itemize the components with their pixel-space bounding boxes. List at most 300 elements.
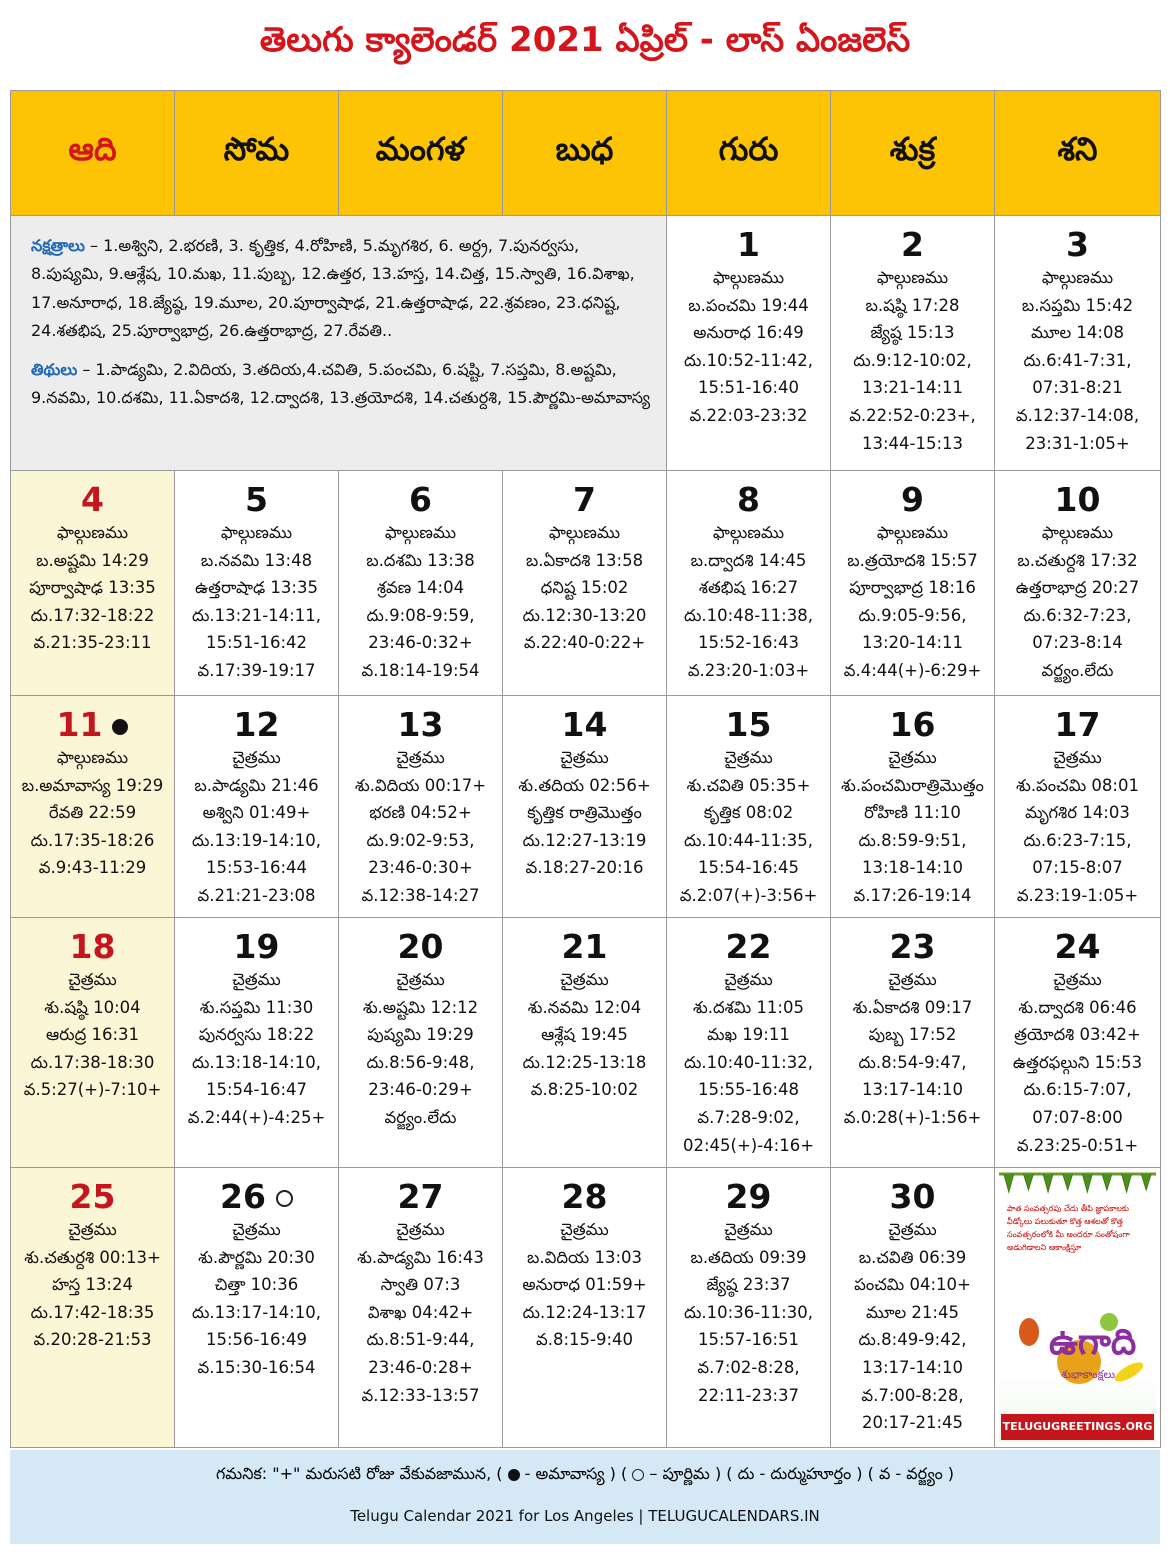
day-number [339,481,502,519]
day-detail-line: వ.18:27-20:16 [525,858,644,878]
day-detail-line: దు.17:38-18:30 [30,1052,155,1072]
day-detail-line: 07:15-8:07 [1032,858,1123,878]
day-detail-line: వర్జ్యం.లేదు [384,1107,457,1127]
day-detail-line: మఖ 19:11 [707,1025,790,1045]
weekday-thursday: గురు [667,91,831,216]
day-detail-line: వ.17:26-19:14 [853,885,972,905]
day-cell-26 [175,1168,339,1448]
day-cell-4 [11,471,175,696]
day-detail-line: వ.23:25-0:51+ [1016,1135,1139,1155]
day-detail-line: 07:07-8:00 [1032,1107,1123,1127]
day-detail-line: వ.23:19-1:05+ [1016,885,1139,905]
day-detail-line: దు.8:59-9:51, [858,830,967,850]
day-detail-line: రోహిణి 11:10 [864,803,961,823]
day-detail-line: 15:52-16:43 [697,633,800,653]
day-number-text: 4 [81,480,104,519]
day-detail-line: దు.10:48-11:38, [684,605,813,625]
day-number-text: 30 [889,1177,936,1216]
day-cell-15 [667,696,831,918]
day-detail-line: వ.4:44(+)-6:29+ [843,660,982,680]
day-detail-line: పుష్యమి 19:29 [367,1025,474,1045]
day-detail-line: శు.తదియ 02:56+ [518,775,651,795]
day-detail-line: శు.పౌర్ణమి 20:30 [198,1247,315,1267]
day-detail-line: వ.15:30-16:54 [197,1357,316,1377]
day-detail-line: విశాఖ 04:42+ [367,1302,474,1322]
day-number [11,481,174,519]
day-detail-line: అనురాధ 01:59+ [522,1275,647,1295]
day-cell-28 [503,1168,667,1448]
day-cell-29 [667,1168,831,1448]
day-detail-line: దు.12:30-13:20 [522,605,647,625]
day-detail-line: శు.ఏకాదశి 09:17 [852,997,973,1017]
day-detail-line: 02:45(+)-4:16+ [682,1135,815,1155]
day-detail-line: దు.10:52-11:42, [684,350,813,370]
day-detail-line: ఫాల్గుణము [876,268,949,287]
day-detail-line: వ.20:28-21:53 [33,1330,152,1350]
day-detail-line: దు.12:27-13:19 [522,830,647,850]
day-number [11,928,174,966]
day-detail-line: వ.5:27(+)-7:10+ [23,1080,162,1100]
day-detail-line: దు.12:24-13:17 [522,1302,647,1322]
ugadi-heading: ఉగాది [1049,1322,1137,1363]
day-detail-line: ధనిష్ట 15:02 [540,578,629,598]
day-number [175,1178,338,1216]
day-detail-line: వ.17:39-19:17 [197,660,316,680]
day-detail-line: చైత్రము [1053,748,1102,767]
day-detail-line: బ.సప్తమి 15:42 [1021,295,1134,315]
day-detail-line: ఫాల్గుణము [1041,523,1114,542]
day-detail-line: దు.17:42-18:35 [30,1302,155,1322]
day-detail-line: శ్రవణ 14:04 [376,578,465,598]
day-number-text: 27 [397,1177,444,1216]
nakshatra-label: నక్షత్రాలు [31,236,85,255]
day-detail-line: అనురాధ 16:49 [693,323,804,343]
day-detail-line: 15:55-16:48 [697,1080,800,1100]
day-number-text: 20 [397,927,444,966]
tithi-text: – 1.పాడ్యమి, 2.విదియ, 3.తదియ,4.చవితి, 5.పంచమి, 6.షష్టి, 7.సప్తమి, 8.అష్టమి, 9.నవమి, 10.దశమి, 11.ఏకాదశి, 12.ద్వాదశి, 13.త్రయోదశి, 14.చతుర్దశి, 15.పౌర్ణమి-అమావాస్య [31,359,651,408]
day-detail-line: దు.6:41-7:31, [1023,350,1132,370]
day-number [667,481,830,519]
day-number [995,481,1160,519]
day-detail-line: భరణి 04:52+ [369,803,472,823]
day-detail-line: స్వాతి 07:3 [380,1275,461,1295]
day-number [667,226,830,264]
weekday-monday: సోమ [175,91,339,216]
legend-note [10,1464,1160,1487]
day-detail-line: వ.7:28-9:02, [697,1107,800,1127]
day-detail-line: చైత్రము [396,1220,445,1239]
day-number [175,928,338,966]
day-detail-line: పంచమి 04:10+ [854,1275,971,1295]
day-number-text: 15 [725,705,772,744]
day-detail-line: ఆశ్లేష 19:45 [541,1025,628,1045]
day-detail-line: బ.ఏకాదశి 13:58 [525,550,644,570]
day-detail-line: బ.పాడ్యమి 21:46 [194,775,319,795]
day-detail-line: శు.దశమి 11:05 [692,997,804,1017]
day-detail-line: చైత్రము [232,748,281,767]
day-detail-line: 13:17-14:10 [861,1080,964,1100]
weekday-tuesday: మంగళ [339,91,503,216]
day-detail-line: శు.ద్వాదశి 06:46 [1018,997,1137,1017]
day-detail-line: 15:56-16:49 [205,1330,308,1350]
day-detail-line: చైత్రము [560,748,609,767]
week-row-2 [11,471,1161,696]
day-detail-line: దు.9:05-9:56, [858,605,967,625]
day-detail-line: ఉత్తరఫల్గుని 15:53 [1012,1052,1143,1072]
day-cell-2 [831,216,995,471]
day-cell-1 [667,216,831,471]
day-detail-line: బ.చతుర్దశి 17:32 [1017,550,1138,570]
day-detail-line: అశ్విని 01:49+ [202,803,311,823]
day-detail-line: ఉత్తరాభాద్ర 20:27 [1015,578,1140,598]
legend-note-part-a: గమనిక: "+" మరుసటి రోజు వేకువజామున, ( [215,1464,503,1483]
nakshatra-text: – 1.అశ్విని, 2.భరణి, 3. కృత్తిక, 4.రోహిణి, 5.మృగశిర, 6. అర్ద్ర, 7.పునర్వసు, 8.పుష్యమి, 9.ఆశ్లేష, 10.మఖ, 11.పుబ్బ, 12.ఉత్తర, 13.హస్త, 14.చిత్త, 15.స్వాతి, 16.విశాఖ, 17.అనూరాధ, 18.జ్యేష్ఠ, 19.మూల, 20.పూర్వాషాఢ, 21.ఉత్తరాషాఢ, 22.శ్రవణం, 23.ధనిష్ట, 24.శతభిష, 25.పూర్వాభాద్ర, 26.ఉత్తరాభాద్ర, 27.రేవతి.. [31,236,635,341]
day-detail-line: దు.9:02-9:53, [366,830,475,850]
mango-leaf-garland-icon [999,1172,1156,1196]
day-detail-line: చైత్రము [888,970,937,989]
day-detail-line: దు.10:36-11:30, [684,1302,813,1322]
legend-note-part-c: – పూర్ణిమ ) ( దు - దుర్ముహూర్తం ) ( వ - వర్జ్యం ) [644,1464,955,1483]
day-cell-13 [339,696,503,918]
day-detail-line: 23:46-0:30+ [368,858,473,878]
day-detail-line: 13:20-14:11 [861,633,964,653]
day-detail-line: వ.12:38-14:27 [361,885,480,905]
day-number-text: 10 [1054,480,1101,519]
day-number-text: 18 [69,927,116,966]
day-detail-line: వ.8:15-9:40 [535,1330,634,1350]
day-detail-line: శు.పంచమిరాత్రిమొత్తం [841,775,984,795]
day-detail-line: శు.పంచమి 08:01 [1016,775,1139,795]
weekday-wednesday: బుధ [503,91,667,216]
day-detail-line: ఫాల్గుణము [220,523,293,542]
week-row-3 [11,696,1161,918]
day-number [831,1178,994,1216]
day-detail-line: దు.6:32-7:23, [1023,605,1132,625]
day-cell-24 [995,918,1161,1168]
day-detail-line: దు.6:23-7:15, [1023,830,1132,850]
day-detail-line: దు.8:51-9:44, [366,1330,475,1350]
day-detail-line: 15:51-16:40 [697,378,800,398]
day-detail-line: 13:17-14:10 [861,1357,964,1377]
day-cell-10 [995,471,1161,696]
day-detail-line: ఫాల్గుణము [548,523,621,542]
day-detail-line: 07:23-8:14 [1032,633,1123,653]
day-detail-line: ఫాల్గుణము [1041,268,1114,287]
day-cell-14 [503,696,667,918]
legend-note-part-b: - అమావాస్య ) ( [519,1464,628,1483]
day-detail-line: 15:57-16:51 [697,1330,800,1350]
day-detail-line: దు.17:35-18:26 [30,830,155,850]
new-moon-icon [508,1469,520,1481]
day-detail-line: చిత్తా 10:36 [214,1275,299,1295]
day-detail-line: శతభిష 16:27 [698,578,799,598]
day-cell-20 [339,918,503,1168]
day-detail-line: 15:53-16:44 [205,858,308,878]
day-detail-line: బ.అమావాస్య 19:29 [21,775,164,795]
new-moon-icon [112,719,128,735]
day-cell-18 [11,918,175,1168]
day-cell-3 [995,216,1161,471]
day-detail-line: బ.త్రయోదశి 15:57 [847,550,978,570]
day-number [831,481,994,519]
day-detail-line: పునర్వసు 18:22 [198,1025,315,1045]
day-detail-line: వ.9:43-11:29 [38,858,147,878]
day-number [995,226,1160,264]
day-detail-line: ఉత్తరాషాఢ 13:35 [195,578,318,598]
day-detail-line: దు.13:21-14:11, [192,605,321,625]
day-number [503,928,666,966]
day-number-text: 13 [397,705,444,744]
day-detail-line: ఫాల్గుణము [56,523,129,542]
day-number-text: 19 [233,927,280,966]
day-detail-line: వ.18:14-19:54 [361,660,480,680]
day-detail-line: జ్యేష్ఠ 15:13 [870,323,955,343]
day-detail-line: వ.21:35-23:11 [33,633,152,653]
day-detail-line: వ.7:00-8:28, [861,1385,964,1405]
greetings-brand-link[interactable]: TELUGUGREETINGS.ORG [1001,1414,1154,1440]
day-number [503,1178,666,1216]
day-detail-line: దు.12:25-13:18 [522,1052,647,1072]
day-detail-line: 15:51-16:42 [205,633,308,653]
day-number [667,706,830,744]
day-detail-line: దు.13:17-14:10, [192,1302,321,1322]
day-cell-9 [831,471,995,696]
day-detail-line: బ.దశమి 13:38 [366,550,475,570]
day-detail-line: బ.విదియ 13:03 [526,1247,642,1267]
day-detail-line: చైత్రము [1053,970,1102,989]
day-cell-5 [175,471,339,696]
day-number [995,706,1160,744]
day-detail-line: శు.చవితి 05:35+ [686,775,811,795]
day-detail-line: శు.సప్తమి 11:30 [199,997,314,1017]
day-detail-line: దు.9:08-9:59, [366,605,475,625]
day-detail-line: త్రయోదశి 03:42+ [1014,1025,1141,1045]
weekday-header-row [11,91,1161,216]
day-detail-line: 13:18-14:10 [861,858,964,878]
day-detail-line: వ.2:07(+)-3:56+ [679,885,818,905]
day-detail-line: పూర్వాషాఢ 13:35 [29,578,156,598]
info-panel [11,216,667,471]
day-detail-line: 23:31-1:05+ [1025,433,1130,453]
day-cell-12 [175,696,339,918]
day-number [667,1178,830,1216]
day-number-text: 21 [561,927,608,966]
day-number-text: 6 [409,480,432,519]
day-number-text: 5 [245,480,268,519]
day-cell-16 [831,696,995,918]
day-detail-line: చైత్రము [724,970,773,989]
calendar-grid [10,90,1161,1448]
day-number-text: 14 [561,705,608,744]
day-detail-line: బ.ద్వాదశి 14:45 [690,550,807,570]
day-number-text: 17 [1054,705,1101,744]
day-detail-line: చైత్రము [232,1220,281,1239]
day-number-text: 28 [561,1177,608,1216]
day-detail-line: దు.8:54-9:47, [858,1052,967,1072]
day-detail-line: దు.6:15-7:07, [1023,1080,1132,1100]
day-detail-line: వ.0:28(+)-1:56+ [843,1107,982,1127]
day-detail-line: వ.22:03-23:32 [689,405,808,425]
day-detail-line: వ.22:52-0:23+, [849,405,976,425]
day-number [503,706,666,744]
day-number [11,706,174,744]
day-number-text: 23 [889,927,936,966]
day-detail-line: దు.13:19-14:10, [192,830,321,850]
day-number [503,481,666,519]
day-detail-line: దు.13:18-14:10, [192,1052,321,1072]
day-number-text: 8 [737,480,760,519]
day-cell-17 [995,696,1161,918]
day-detail-line: ఫాల్గుణము [56,748,129,767]
day-detail-line: ఆరుద్ర 16:31 [45,1025,140,1045]
day-number [831,928,994,966]
day-detail-line: 20:17-21:45 [861,1413,964,1433]
day-detail-line: చైత్రము [724,748,773,767]
day-number-text: 22 [725,927,772,966]
day-detail-line: పుబ్బ 17:52 [868,1025,957,1045]
day-detail-line: 22:11-23:37 [697,1385,800,1405]
day-detail-line: వర్జ్యం.లేదు [1041,660,1114,680]
day-detail-line: రేవతి 22:59 [48,803,137,823]
day-cell-21 [503,918,667,1168]
day-cell-19 [175,918,339,1168]
full-moon-icon [276,1190,293,1207]
day-detail-line: శు.చతుర్దశి 00:13+ [24,1247,161,1267]
day-detail-line: శు.పాడ్యమి 16:43 [357,1247,484,1267]
day-detail-line: చైత్రము [560,970,609,989]
day-detail-line: మూల 14:08 [1031,323,1124,343]
day-detail-line: 15:54-16:45 [697,858,800,878]
day-detail-line: చైత్రము [560,1220,609,1239]
day-detail-line: బ.తదియ 09:39 [690,1247,807,1267]
full-moon-icon [632,1469,644,1481]
day-detail-line: శు.నవమి 12:04 [527,997,642,1017]
day-detail-line: మృగశిర 14:03 [1025,803,1130,823]
day-detail-line: చైత్రము [396,748,445,767]
day-detail-line: వ.21:21-23:08 [197,885,316,905]
day-detail-line: కృత్తిక 08:02 [703,803,794,823]
day-number [175,481,338,519]
day-detail-line: వ.12:33-13:57 [361,1385,480,1405]
day-detail-line: చైత్రము [68,970,117,989]
day-number [667,928,830,966]
day-number [339,706,502,744]
day-detail-line: బ.నవమి 13:48 [200,550,313,570]
day-detail-line: వ.22:40-0:22+ [523,633,646,653]
ugadi-image [999,1172,1156,1442]
day-number [175,706,338,744]
day-detail-line: చైత్రము [888,748,937,767]
day-number [831,706,994,744]
day-detail-line: మూల 21:45 [866,1302,959,1322]
day-cell-8 [667,471,831,696]
day-detail-line: హస్త 13:24 [52,1275,133,1295]
day-detail-line: వ.12:37-14:08, [1015,405,1140,425]
day-detail-line: వ.23:20-1:03+ [687,660,810,680]
day-detail-line: దు.17:32-18:22 [30,605,155,625]
day-number [339,928,502,966]
day-number [995,928,1160,966]
day-cell-22 [667,918,831,1168]
day-number-text: 1 [737,225,760,264]
weekday-saturday: శని [995,91,1161,216]
ugadi-greeting-card[interactable] [995,1168,1161,1448]
day-cell-6 [339,471,503,696]
day-detail-line: వ.7:02-8:28, [697,1357,800,1377]
day-detail-line: చైత్రము [888,1220,937,1239]
day-detail-line: ఫాల్గుణము [876,523,949,542]
day-detail-line: శు.అష్టమి 12:12 [362,997,479,1017]
footer [10,1450,1160,1544]
day-number-text: 24 [1054,927,1101,966]
day-detail-line: చైత్రము [68,1220,117,1239]
day-number-text: 11 [56,705,103,744]
day-detail-line: ఫాల్గుణము [712,523,785,542]
day-detail-line: దు.10:44-11:35, [684,830,813,850]
day-detail-line: బ.పంచమి 19:44 [688,295,809,315]
tithi-label: తిథులు [31,359,78,379]
day-detail-line: 13:21-14:11 [861,378,964,398]
day-number-text: 29 [725,1177,772,1216]
day-detail-line: దు.8:56-9:48, [366,1052,475,1072]
day-detail-line: చైత్రము [724,1220,773,1239]
day-cell-23 [831,918,995,1168]
day-detail-line: 23:46-0:28+ [368,1357,473,1377]
day-number [339,1178,502,1216]
site-credit[interactable]: Telugu Calendar 2021 for Los Angeles | TELUGUCALENDARS.IN [350,1507,820,1525]
day-detail-line: వ.8:25-10:02 [530,1080,639,1100]
week-row-5 [11,1168,1161,1448]
day-detail-line: బ.చవితి 06:39 [858,1247,967,1267]
day-number-text: 12 [233,705,280,744]
day-number-text: 26 [220,1177,266,1216]
day-number-text: 7 [573,480,596,519]
day-cell-7 [503,471,667,696]
day-number-text: 3 [1066,225,1089,264]
day-detail-line: పూర్వాభాద్ర 18:16 [849,578,976,598]
day-detail-line: దు.10:40-11:32, [684,1052,813,1072]
day-detail-line: 13:44-15:13 [861,433,964,453]
ugadi-wishes: శుభాకాంక్షలు [1061,1368,1116,1381]
day-number-text: 9 [901,480,924,519]
week-row-4 [11,918,1161,1168]
day-cell-25 [11,1168,175,1448]
day-detail-line: 23:46-0:29+ [368,1080,473,1100]
day-cell-27 [339,1168,503,1448]
week-row-1 [11,216,1161,471]
day-detail-line: 07:31-8:21 [1032,378,1123,398]
day-number-text: 2 [901,225,924,264]
greeting-text: పాత సంవత్సరపు చేదు తీపి జ్ఞాపకాలకు వీడ్కోలు పలుకుతూ కొత్త ఆశలతో కొత్త సంవత్సరంలోకి మీ అందరూ సంతోషంగా అడుగిడాలని ఆకాంక్షిస్తూ [1007,1204,1130,1252]
day-detail-line: వ.2:44(+)-4:25+ [187,1107,326,1127]
day-number [11,1178,174,1216]
day-detail-line: దు.9:12-10:02, [853,350,972,370]
day-cell-11 [11,696,175,918]
day-number-text: 16 [889,705,936,744]
day-detail-line: బ.షష్ఠి 17:28 [865,295,960,315]
weekday-friday: శుక్ర [831,91,995,216]
page-title: తెలుగు క్యాలెండర్ 2021 ఏప్రిల్ - లాస్ ఏంజలెస్ [259,20,911,60]
day-detail-line: 23:46-0:32+ [368,633,473,653]
day-detail-line: చైత్రము [232,970,281,989]
day-detail-line: దు.8:49-9:42, [858,1330,967,1350]
day-detail-line: ఫాల్గుణము [384,523,457,542]
day-detail-line: జ్యేష్ఠ 23:37 [706,1275,791,1295]
day-detail-line: ఫాల్గుణము [712,268,785,287]
day-detail-line: బ.అష్టమి 14:29 [36,550,149,570]
tithi-list [31,356,656,413]
nakshatra-list [31,232,656,346]
